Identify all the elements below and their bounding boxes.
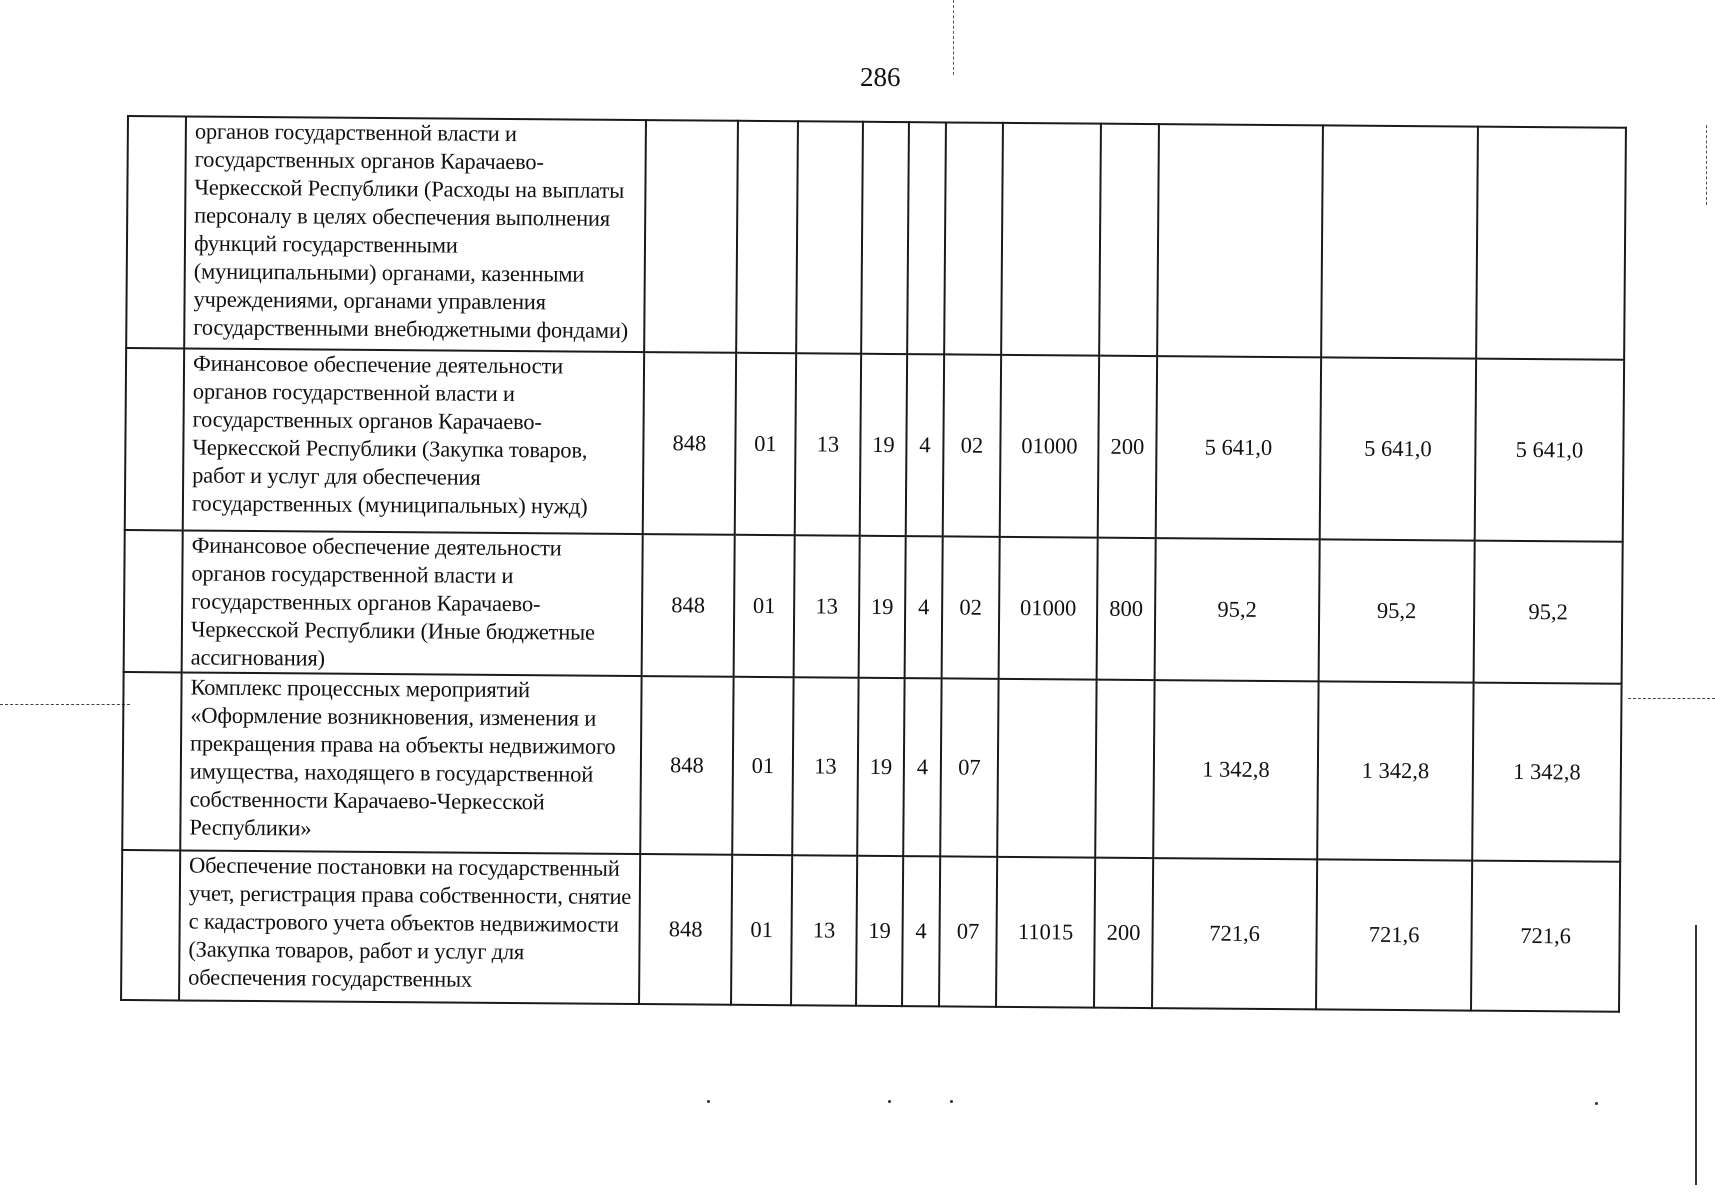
event-code-cell <box>944 122 1003 354</box>
event-code-cell: 02 <box>942 536 1000 678</box>
ved-code-cell <box>644 120 738 353</box>
event-code-cell: 07 <box>940 678 998 856</box>
program-code-cell: 19 <box>859 536 906 678</box>
amount-year1-cell: 721,6 <box>1152 858 1317 1009</box>
expense-type-code-cell <box>1095 680 1154 858</box>
scan-dot <box>888 1100 891 1103</box>
description-cell: Финансовое обеспечение деятельности органов государственной власти и государственных органов Карачаево-Черкесской Республики (Иные бюджетные ассигнования) <box>182 530 643 676</box>
amount-year3-cell: 1 342,8 <box>1472 683 1621 862</box>
description-cell: Комплекс процессных мероприятий «Оформление возникновения, изменения и прекращения права на объекты недвижимого имущества, находящего в государственной собственности Карачаево-Черкесской Республики» <box>180 672 641 854</box>
amount-year1-cell <box>1157 124 1323 357</box>
subsection-code-cell <box>796 121 863 354</box>
section-code-cell: 01 <box>732 677 793 855</box>
table-row <box>122 672 1621 862</box>
amount-year3-cell <box>1476 127 1626 360</box>
row-number-cell <box>122 672 181 850</box>
scan-dot <box>707 1100 710 1103</box>
direction-code-cell: 01000 <box>999 537 1098 680</box>
direction-code-cell <box>997 679 1096 858</box>
scan-edge-line <box>1695 925 1697 1185</box>
expense-type-code-cell: 200 <box>1094 858 1153 1008</box>
table-row <box>126 116 1626 360</box>
section-code-cell: 01 <box>734 535 795 677</box>
amount-year1-cell: 5 641,0 <box>1156 356 1321 539</box>
subprogram-code-cell <box>907 122 946 354</box>
section-code-cell: 01 <box>731 855 792 1005</box>
event-code-cell: 07 <box>939 856 997 1006</box>
direction-code-cell <box>1001 123 1101 356</box>
amount-year3-cell: 95,2 <box>1474 541 1623 684</box>
table-row <box>125 348 1624 542</box>
program-code-cell: 19 <box>856 856 903 1006</box>
ved-code-cell: 848 <box>642 534 735 677</box>
row-number-cell <box>124 530 183 672</box>
amount-year2-cell: 1 342,8 <box>1317 681 1473 860</box>
description-cell: органов государственной власти и государственных органов Карачаево-Черкесской Республики (Расходы на выплаты персоналу в целях обеспечения выполнения функций государственными (муниципальными) органами, казенными учреждениями, органами управления государственными внебюджетными фондами) <box>184 116 646 352</box>
amount-year2-cell: 721,6 <box>1316 859 1472 1010</box>
expense-type-code-cell <box>1099 124 1159 356</box>
amount-year3-cell: 5 641,0 <box>1475 359 1624 542</box>
scan-dot <box>1595 1102 1598 1105</box>
amount-year1-cell: 1 342,8 <box>1153 680 1318 859</box>
subprogram-code-cell: 4 <box>903 678 941 856</box>
row-number-cell <box>126 116 186 348</box>
event-code-cell: 02 <box>943 354 1001 536</box>
subsection-code-cell: 13 <box>794 535 860 678</box>
subsection-code-cell: 13 <box>795 353 861 536</box>
scan-cut-line-right <box>1628 698 1715 699</box>
section-code-cell <box>736 121 798 353</box>
table-row <box>124 530 1623 684</box>
amount-year2-cell <box>1321 125 1478 358</box>
page-number: 286 <box>860 62 901 92</box>
scan-dot <box>950 1100 953 1103</box>
expense-type-code-cell: 200 <box>1098 356 1157 538</box>
amount-year1-cell: 95,2 <box>1155 538 1320 681</box>
budget-table-body <box>121 116 1626 1012</box>
row-number-cell <box>121 850 180 1000</box>
section-code-cell: 01 <box>735 353 796 535</box>
subprogram-code-cell: 4 <box>902 856 940 1006</box>
program-code-cell: 19 <box>860 354 907 536</box>
description-cell: Финансовое обеспечение деятельности органов государственной власти и государственных органов Карачаево-Черкесской Республики (Закупка товаров, работ и услуг для обеспечения государственных (муниципальных) нужд) <box>183 348 644 534</box>
subsection-code-cell: 13 <box>791 855 857 1006</box>
subsection-code-cell: 13 <box>792 677 858 856</box>
program-code-cell: 19 <box>857 678 904 856</box>
row-number-cell <box>125 348 184 530</box>
amount-year2-cell: 95,2 <box>1319 539 1475 682</box>
subprogram-code-cell: 4 <box>905 536 943 678</box>
program-code-cell <box>861 122 909 354</box>
scan-fold-line-top <box>953 0 954 75</box>
amount-year2-cell: 5 641,0 <box>1320 357 1476 540</box>
expense-type-code-cell: 800 <box>1097 538 1156 680</box>
direction-code-cell: 11015 <box>996 857 1095 1008</box>
table-row <box>121 850 1620 1012</box>
subprogram-code-cell: 4 <box>906 354 944 536</box>
ved-code-cell: 848 <box>639 854 732 1005</box>
amount-year3-cell: 721,6 <box>1471 861 1620 1012</box>
ved-code-cell: 848 <box>643 352 736 535</box>
description-cell: Обеспечение постановки на государственный учет, регистрация права собственности, снятие с кадастрового учета объектов недвижимости (Закупка товаров, работ и услуг для обеспечения государственных <box>179 850 640 1004</box>
scan-fold-line-right <box>1706 125 1707 205</box>
direction-code-cell: 01000 <box>1000 355 1099 538</box>
budget-table <box>120 115 1627 1013</box>
scan-cut-line-left <box>0 704 130 705</box>
ved-code-cell: 848 <box>640 676 733 855</box>
